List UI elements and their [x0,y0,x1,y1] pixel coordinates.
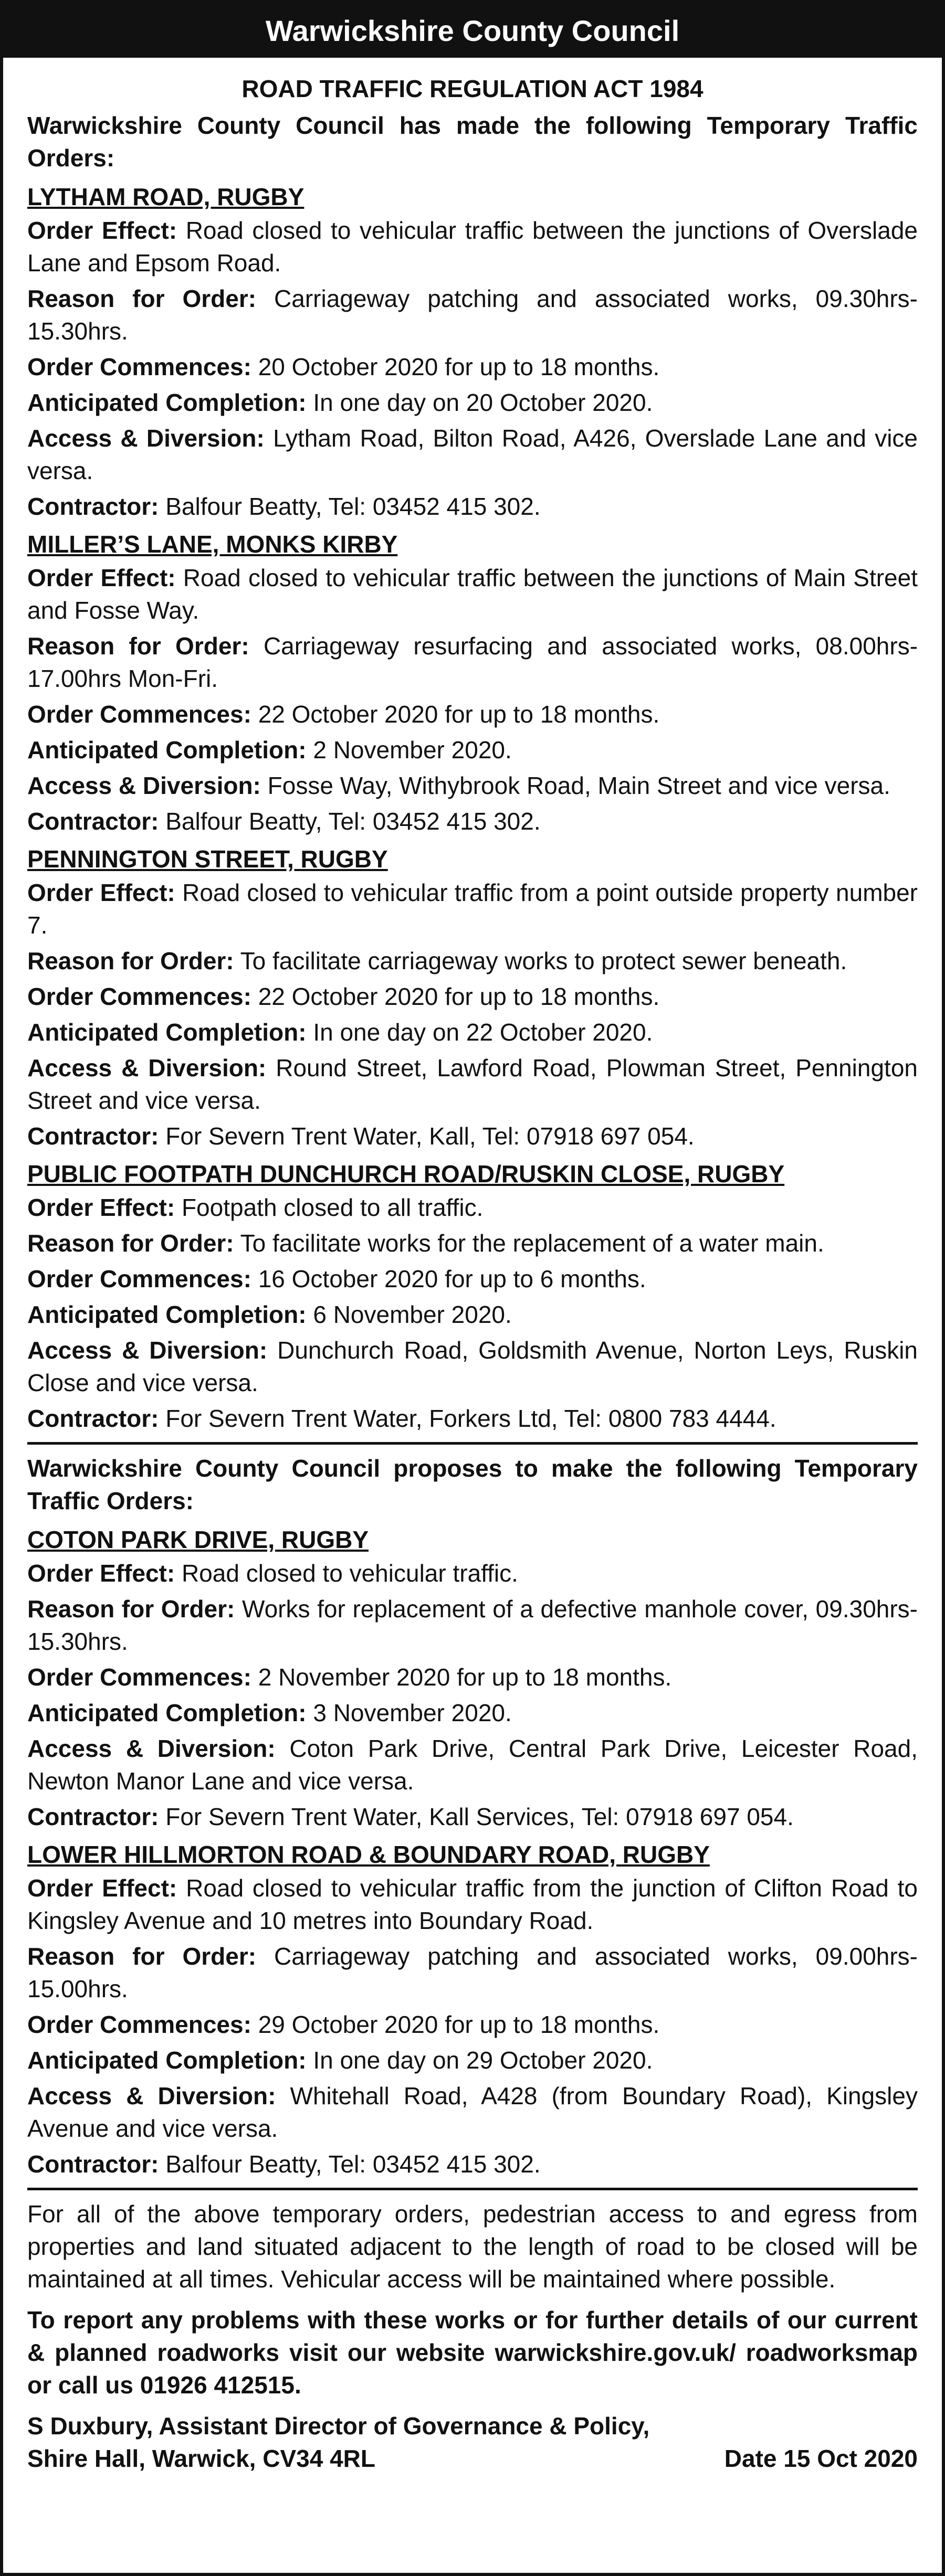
order-effect-value: Road closed to vehicular traffic between the junctions of Overslade Lane and Epsom Road. [27,217,918,277]
order-reason [27,1593,918,1658]
section-divider [27,1442,918,1445]
notice-body [3,58,942,2475]
order-reason [27,282,918,347]
order-commences-value: 29 October 2020 for up to 18 months. [258,2011,660,2038]
order-completion-label: Anticipated Completion: [27,1699,307,1726]
order-completion-label: Anticipated Completion: [27,2047,307,2074]
order-commences-value: 2 November 2020 for up to 18 months. [258,1663,672,1691]
order-access [27,769,918,802]
order-access-label: Access & Diversion: [27,772,261,799]
order-access [27,422,918,487]
order-access-label: Access & Diversion: [27,1337,268,1364]
order-effect-value: Road closed to vehicular traffic between the junctions of Main Street and Fosse Way. [27,564,918,624]
order-section [27,843,918,1152]
order-contractor [27,2148,918,2180]
order-reason-label: Reason for Order: [27,1943,257,1970]
order-reason-label: Reason for Order: [27,285,257,312]
signatory-title: S Duxbury, Assistant Director of Governance & Policy, [27,2412,650,2440]
order-completion-value: 6 November 2020. [313,1301,512,1328]
signatory-address: Shire Hall, Warwick, CV34 4RL [27,2445,375,2472]
order-completion-value: In one day on 29 October 2020. [313,2047,653,2074]
order-completion-value: In one day on 22 October 2020. [313,1019,653,1046]
order-completion-value: 3 November 2020. [313,1699,512,1726]
order-access-value: Whitehall Road, A428 (from Boundary Road), Kingsley Avenue and vice versa. [27,2082,918,2142]
order-contractor-label: Contractor: [27,2150,159,2178]
order-effect-value: Footpath closed to all traffic. [181,1194,484,1221]
order-contractor-label: Contractor: [27,493,159,520]
order-access [27,1732,918,1797]
order-reason [27,630,918,695]
order-heading: MILLER’S LANE, MONKS KIRBY [27,531,398,558]
order-contractor-value: For Severn Trent Water, Kall, Tel: 07918 697 054. [165,1122,695,1150]
order-heading: PENNINGTON STREET, RUGBY [27,845,388,873]
order-effect [27,561,918,627]
order-effect [27,1191,918,1224]
order-commences [27,1661,918,1693]
section-divider [27,2188,918,2190]
order-contractor [27,805,918,838]
order-commences-label: Order Commences: [27,701,251,728]
order-effect-label: Order Effect: [27,879,175,906]
order-commences-label: Order Commences: [27,2011,251,2038]
order-reason-value: Carriageway patching and associated works, 09.00hrs-15.00hrs. [27,1943,918,2002]
order-completion-label: Anticipated Completion: [27,1301,307,1328]
order-contractor-value: For Severn Trent Water, Kall Services, Tel: 07918 697 054. [165,1803,794,1830]
act-title: ROAD TRAFFIC REGULATION ACT 1984 [242,75,704,102]
order-access-value: Coton Park Drive, Central Park Drive, Leicester Road, Newton Manor Lane and vice versa. [27,1735,918,1795]
order-contractor-label: Contractor: [27,1122,159,1150]
order-heading: LYTHAM ROAD, RUGBY [27,183,304,210]
order-commences-label: Order Commences: [27,1265,251,1292]
order-commences-label: Order Commences: [27,983,251,1010]
order-contractor-label: Contractor: [27,1803,159,1830]
council-name: Warwickshire County Council [265,14,680,47]
order-reason [27,945,918,977]
order-completion [27,1298,918,1331]
order-heading: LOWER HILLMORTON ROAD & BOUNDARY ROAD, RUGBY [27,1841,710,1868]
order-commences [27,351,918,383]
order-completion [27,1016,918,1048]
order-completion-label: Anticipated Completion: [27,389,307,416]
order-access-label: Access & Diversion: [27,425,265,452]
order-reason-value: To facilitate works for the replacement of a water main. [240,1229,824,1257]
order-reason-label: Reason for Order: [27,1595,235,1623]
order-contractor [27,490,918,523]
order-completion [27,386,918,419]
order-access-label: Access & Diversion: [27,2082,276,2109]
order-contractor-value: Balfour Beatty, Tel: 03452 415 302. [165,493,541,520]
order-contractor-value: For Severn Trent Water, Forkers Ltd, Tel: 0800 783 4444. [165,1405,776,1432]
order-effect-label: Order Effect: [27,217,177,244]
order-section [27,181,918,523]
order-commences [27,698,918,730]
council-banner [3,3,942,58]
order-reason [27,1227,918,1259]
order-commences [27,1263,918,1295]
order-access [27,2080,918,2145]
order-heading: PUBLIC FOOTPATH DUNCHURCH ROAD/RUSKIN CLOSE, RUGBY [27,1160,785,1188]
order-contractor [27,1402,918,1435]
order-effect-label: Order Effect: [27,1560,175,1587]
order-completion-value: 2 November 2020. [313,736,512,764]
order-effect-value: Road closed to vehicular traffic. [181,1560,518,1587]
order-completion-value: In one day on 20 October 2020. [313,389,653,416]
order-reason-value: Carriageway patching and associated works, 09.30hrs-15.30hrs. [27,285,918,345]
order-heading: COTON PARK DRIVE, RUGBY [27,1526,369,1553]
made-orders-list [27,181,918,1435]
pedestrian-access-note: For all of the above temporary orders, pedestrian access to and egress from properties and land situated adjacent to the length of road to be closed will be maintained at all times. Vehicular access will be maintained where possible. [27,2200,918,2293]
order-contractor [27,1120,918,1152]
order-access-label: Access & Diversion: [27,1735,276,1762]
signoff-block [27,2410,918,2475]
order-reason-label: Reason for Order: [27,947,234,974]
signatory [27,2410,649,2475]
order-effect-value: Road closed to vehicular traffic from a point outside property number 7. [27,879,918,939]
order-reason-value: To facilitate carriageway works to protect sewer beneath. [240,947,847,974]
order-effect-label: Order Effect: [27,1194,175,1221]
order-access-value: Dunchurch Road, Goldsmith Avenue, Norton Leys, Ruskin Close and vice versa. [27,1337,918,1396]
order-access [27,1334,918,1399]
order-completion-label: Anticipated Completion: [27,736,307,764]
order-commences-value: 20 October 2020 for up to 18 months. [258,353,660,380]
order-contractor-label: Contractor: [27,1405,159,1432]
order-reason-label: Reason for Order: [27,632,249,660]
order-reason-value: Carriageway resurfacing and associated works, 08.00hrs-17.00hrs Mon-Fri. [27,632,918,692]
order-commences [27,2008,918,2041]
order-contractor [27,1800,918,1833]
order-effect-value: Road closed to vehicular traffic from the junction of Clifton Road to Kingsley Avenue and 10 metres into Boundary Road. [27,1874,918,1934]
report-problems-text: To report any problems with these works or for further details of our current & planned roadworks visit our website warwickshire.gov.uk/ roadworksmap or call us 01926 412515. [27,2306,918,2399]
order-completion [27,1697,918,1729]
order-section [27,1523,918,1833]
order-reason-label: Reason for Order: [27,1229,234,1257]
intro-made-orders: Warwickshire County Council has made the following Temporary Traffic Orders: [27,112,918,172]
order-access-value: Lytham Road, Bilton Road, A426, Overslade Lane and vice versa. [27,425,918,484]
order-effect [27,1557,918,1589]
order-commences-value: 16 October 2020 for up to 6 months. [258,1265,646,1292]
order-contractor-label: Contractor: [27,808,159,835]
proposed-orders-list [27,1523,918,2180]
order-completion [27,734,918,766]
order-effect [27,876,918,941]
order-contractor-value: Balfour Beatty, Tel: 03452 415 302. [165,2150,541,2178]
order-effect-label: Order Effect: [27,1874,177,1902]
order-completion-label: Anticipated Completion: [27,1019,307,1046]
order-commences-label: Order Commences: [27,353,251,380]
order-section [27,1838,918,2180]
order-commences [27,980,918,1013]
order-effect-label: Order Effect: [27,564,176,591]
intro-proposed-orders: Warwickshire County Council proposes to make the following Temporary Traffic Orders: [27,1455,918,1514]
order-access-value: Round Street, Lawford Road, Plowman Street, Pennington Street and vice versa. [27,1054,918,1114]
order-effect [27,214,918,279]
order-section [27,528,918,838]
order-access [27,1052,918,1117]
order-commences-value: 22 October 2020 for up to 18 months. [258,701,660,728]
order-commences-label: Order Commences: [27,1663,251,1691]
order-access-value: Fosse Way, Withybrook Road, Main Street and vice versa. [267,772,890,799]
order-contractor-value: Balfour Beatty, Tel: 03452 415 302. [165,808,541,835]
order-completion [27,2044,918,2076]
order-effect [27,1872,918,1937]
order-access-label: Access & Diversion: [27,1054,267,1082]
order-section [27,1158,918,1435]
notice-date: Date 15 Oct 2020 [724,2445,918,2472]
order-commences-value: 22 October 2020 for up to 18 months. [258,983,660,1010]
order-reason-value: Works for replacement of a defective manhole cover, 09.30hrs-15.30hrs. [27,1595,918,1655]
order-reason [27,1940,918,2005]
